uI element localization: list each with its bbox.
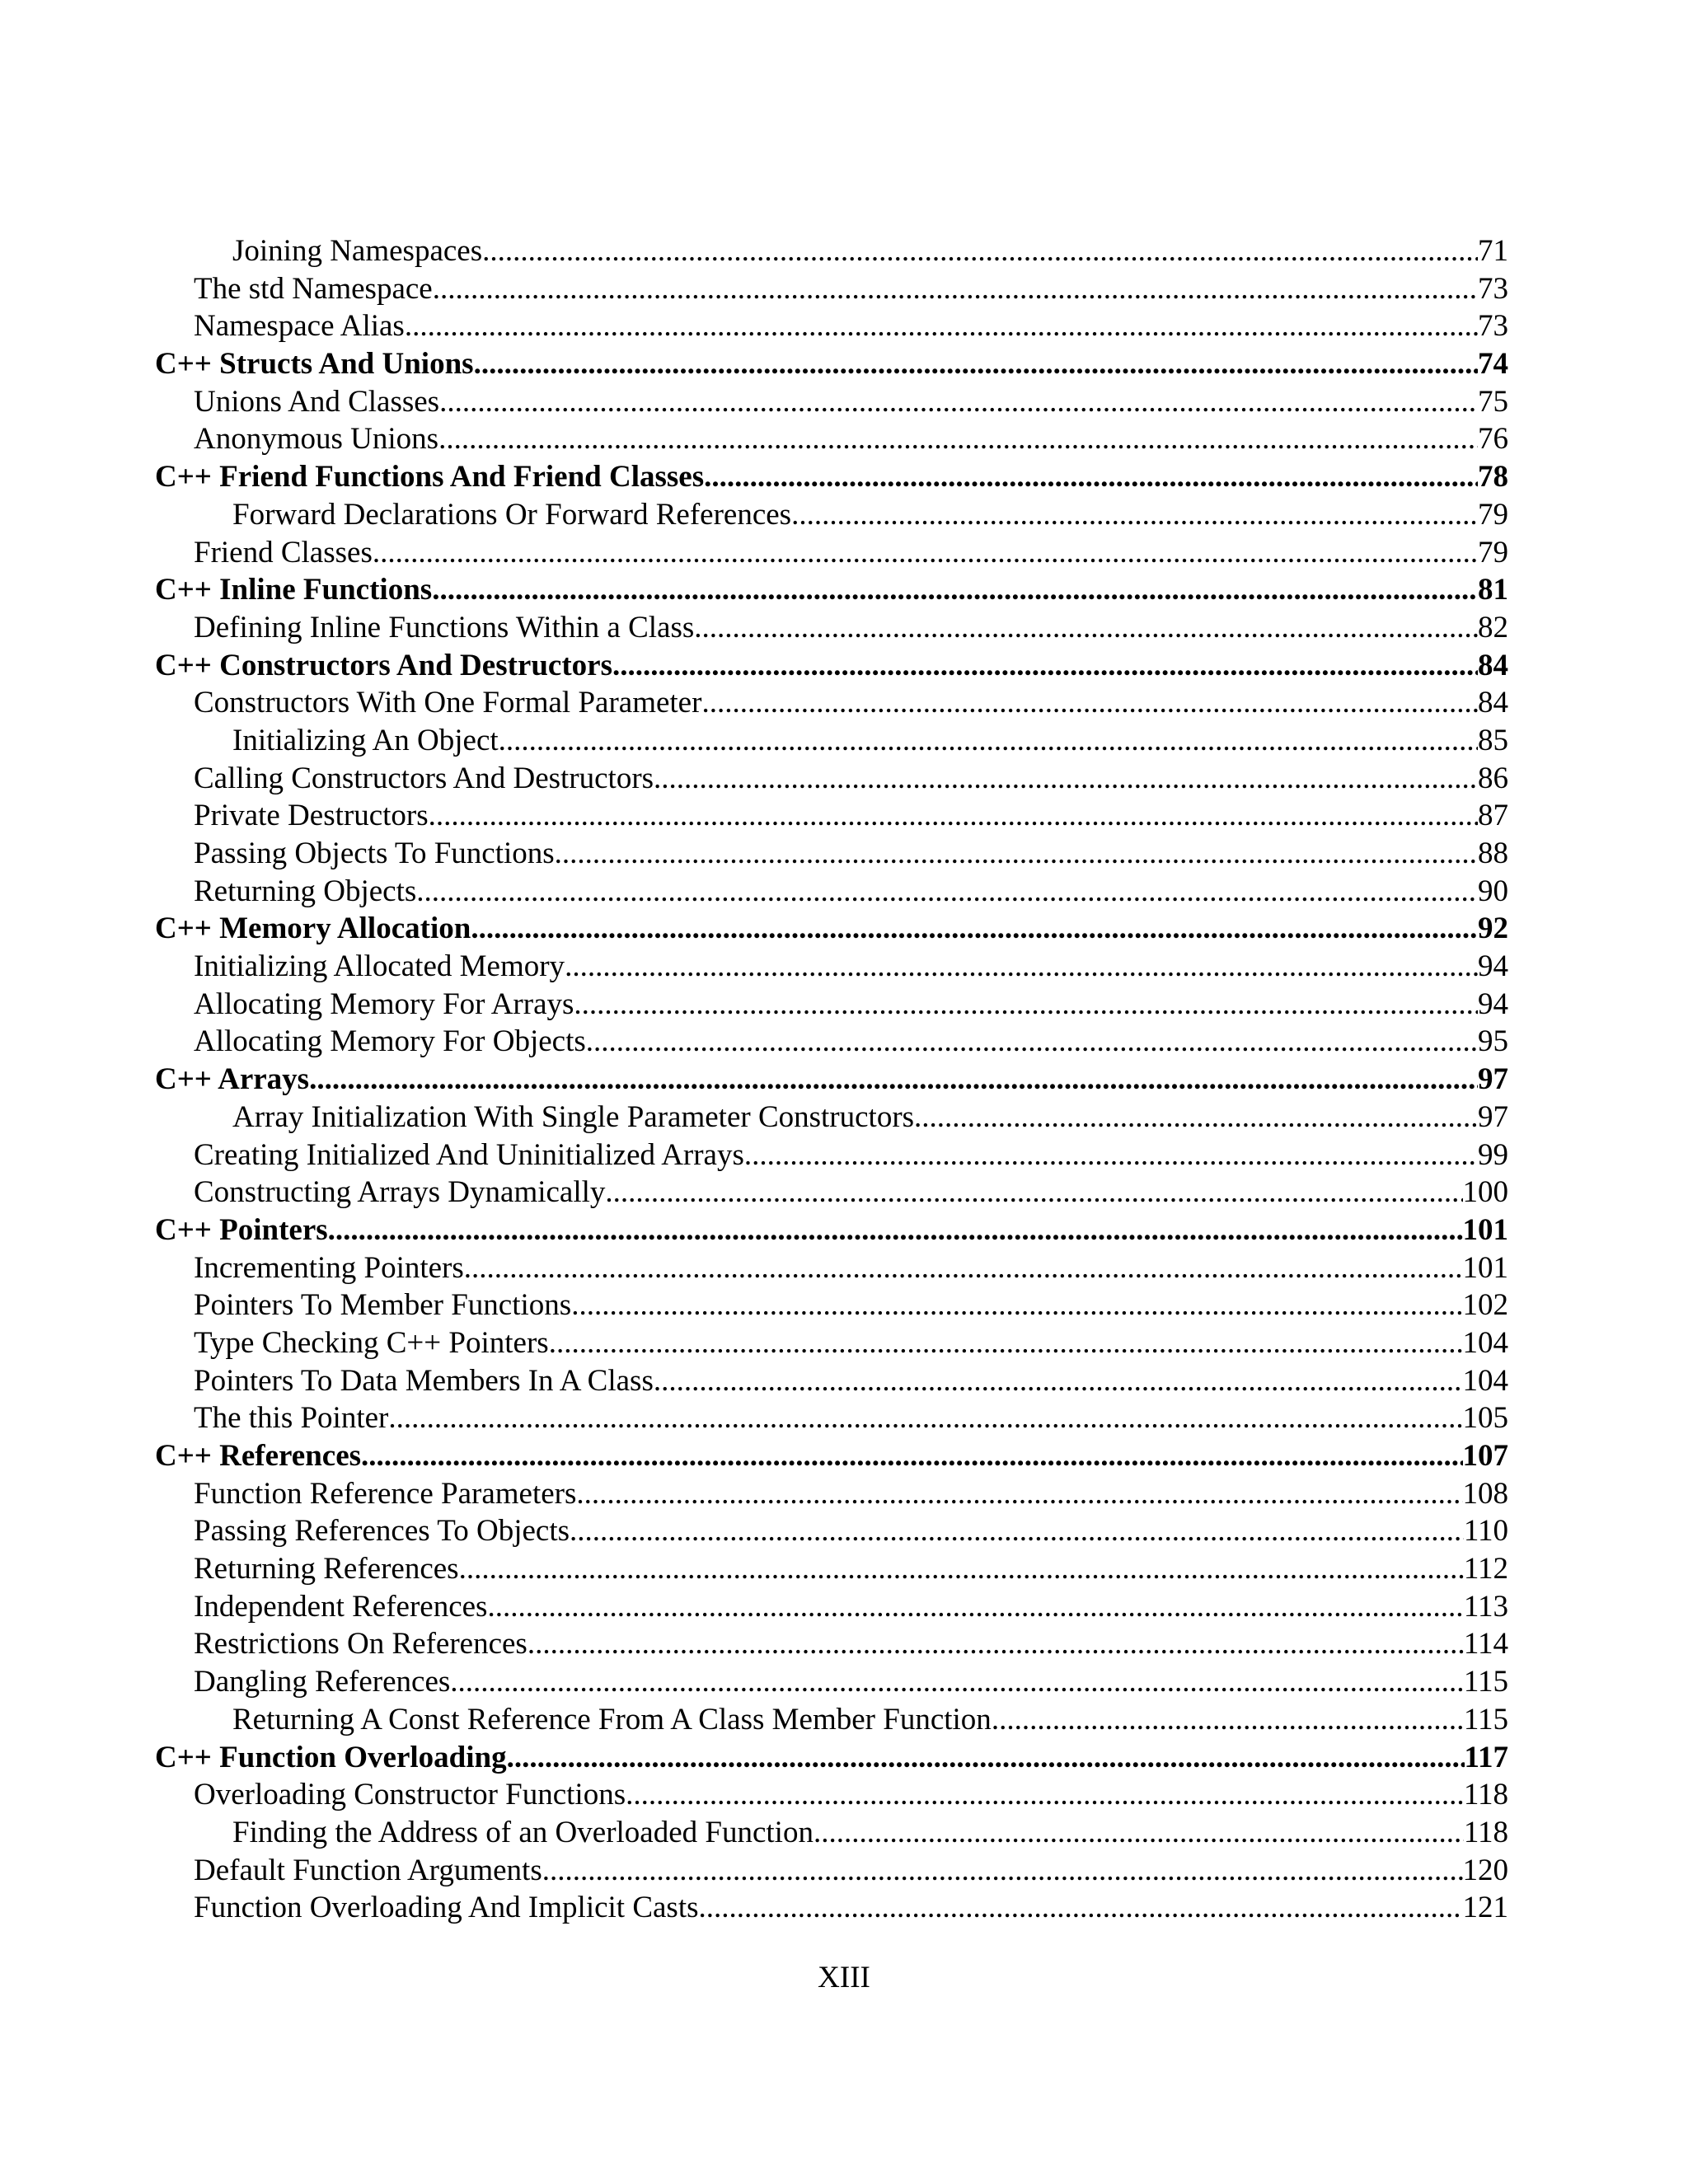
toc-entry-page: 81 — [1478, 573, 1508, 607]
toc-entry-title: Private Destructors — [194, 799, 429, 833]
toc-entry-title: Allocating Memory For Arrays — [194, 987, 574, 1021]
toc-dot-leader — [542, 1852, 1463, 1890]
toc-entry[interactable] — [155, 1588, 1508, 1626]
toc-entry[interactable] — [155, 1324, 1508, 1362]
toc-dot-leader — [464, 1249, 1463, 1287]
toc-entry-title: Type Checking C++ Pointers — [194, 1325, 549, 1360]
toc-dot-leader — [528, 1625, 1464, 1663]
toc-entry-page: 79 — [1478, 497, 1508, 532]
toc-entry-title: Finding the Address of an Overloaded Function — [232, 1815, 814, 1849]
toc-entry-page: 105 — [1462, 1401, 1508, 1436]
toc-dot-leader — [791, 496, 1478, 534]
table-of-contents — [155, 232, 1508, 1927]
toc-entry-page: 101 — [1462, 1212, 1508, 1247]
toc-entry-title: C++ Pointers — [155, 1212, 328, 1247]
toc-entry-page: 88 — [1478, 837, 1508, 870]
toc-entry-page: 76 — [1478, 422, 1508, 457]
toc-entry[interactable] — [155, 1212, 1508, 1249]
toc-entry-title: C++ Inline Functions — [155, 573, 433, 607]
toc-dot-leader — [499, 722, 1478, 760]
toc-entry[interactable] — [155, 609, 1508, 647]
toc-dot-leader — [309, 1061, 1478, 1099]
toc-entry-page: 82 — [1478, 610, 1508, 644]
toc-entry[interactable] — [155, 1475, 1508, 1513]
toc-entry-page: 104 — [1462, 1363, 1508, 1398]
toc-entry[interactable] — [155, 647, 1508, 685]
toc-entry-title: Unions And Classes — [194, 384, 440, 419]
toc-entry[interactable] — [155, 1852, 1508, 1890]
toc-dot-leader — [405, 307, 1478, 345]
toc-dot-leader — [814, 1814, 1464, 1852]
toc-dot-leader — [471, 910, 1478, 948]
toc-entry[interactable] — [155, 1099, 1508, 1137]
toc-dot-leader — [450, 1663, 1464, 1701]
toc-entry-page: 74 — [1478, 347, 1508, 382]
toc-entry-title: Friend Classes — [194, 535, 373, 569]
toc-entry-title: Constructing Arrays Dynamically — [194, 1175, 606, 1210]
toc-dot-leader — [328, 1212, 1463, 1249]
toc-entry-page: 73 — [1478, 271, 1508, 306]
toc-entry[interactable] — [155, 1701, 1508, 1739]
toc-entry-page: 84 — [1478, 686, 1508, 720]
toc-entry-title: Passing References To Objects — [194, 1514, 570, 1549]
toc-entry[interactable] — [155, 1889, 1508, 1927]
toc-entry-title: Joining Namespaces — [232, 234, 483, 268]
toc-dot-leader — [474, 345, 1478, 383]
toc-entry-page: 87 — [1478, 799, 1508, 833]
toc-entry-page: 115 — [1463, 1665, 1508, 1699]
toc-entry-page: 114 — [1463, 1627, 1508, 1661]
toc-dot-leader — [744, 1137, 1478, 1174]
toc-entry-title: Calling Constructors And Destructors — [194, 761, 654, 795]
toc-entry[interactable] — [155, 835, 1508, 873]
toc-entry-title: Returning Objects — [194, 874, 417, 908]
toc-entry[interactable] — [155, 571, 1508, 609]
toc-dot-leader — [576, 1475, 1462, 1513]
toc-entry[interactable] — [155, 232, 1508, 270]
toc-entry-title: C++ Constructors And Destructors — [155, 648, 612, 682]
toc-entry[interactable] — [155, 986, 1508, 1024]
toc-entry[interactable] — [155, 1362, 1508, 1400]
toc-entry-page: 85 — [1478, 723, 1508, 757]
toc-entry-page: 99 — [1478, 1137, 1508, 1172]
toc-entry-title: Allocating Memory For Objects — [194, 1024, 586, 1059]
toc-dot-leader — [914, 1099, 1478, 1137]
page-number: XIII — [818, 1961, 870, 1994]
toc-entry[interactable] — [155, 270, 1508, 308]
toc-dot-leader — [701, 684, 1478, 722]
toc-entry-page: 92 — [1478, 912, 1508, 946]
toc-entry[interactable] — [155, 722, 1508, 760]
toc-dot-leader — [429, 797, 1478, 835]
toc-entry-title: Returning A Const Reference From A Class Member Function — [232, 1702, 992, 1736]
toc-entry-page: 71 — [1478, 234, 1508, 268]
toc-dot-leader — [555, 835, 1478, 873]
toc-dot-leader — [373, 534, 1478, 572]
toc-entry-page: 107 — [1462, 1439, 1508, 1473]
toc-entry-page: 118 — [1463, 1815, 1508, 1849]
toc-entry-page: 94 — [1478, 949, 1508, 984]
toc-entry-page: 102 — [1462, 1288, 1508, 1323]
toc-entry[interactable] — [155, 1663, 1508, 1701]
toc-entry[interactable] — [155, 1286, 1508, 1324]
toc-dot-leader — [416, 873, 1478, 911]
toc-entry[interactable] — [155, 910, 1508, 948]
toc-entry-title: Passing Objects To Functions — [194, 837, 555, 870]
toc-entry-title: Anonymous Unions — [194, 422, 439, 457]
toc-entry-title: Pointers To Data Members In A Class — [194, 1363, 654, 1398]
toc-entry-page: 112 — [1463, 1552, 1508, 1586]
toc-dot-leader — [388, 1399, 1462, 1437]
toc-entry[interactable] — [155, 1061, 1508, 1099]
toc-dot-leader — [433, 270, 1478, 308]
toc-entry-title: The std Namespace — [194, 271, 433, 306]
toc-dot-leader — [605, 1174, 1462, 1212]
toc-entry[interactable] — [155, 1249, 1508, 1287]
toc-entry-title: Incrementing Pointers — [194, 1250, 464, 1285]
toc-entry[interactable] — [155, 307, 1508, 345]
toc-entry-title: C++ Arrays — [155, 1062, 310, 1097]
toc-dot-leader — [612, 647, 1478, 685]
toc-entry-title: Default Function Arguments — [194, 1853, 542, 1887]
toc-dot-leader — [992, 1701, 1464, 1739]
toc-entry-title: C++ References — [155, 1439, 362, 1473]
toc-entry-title: Independent References — [194, 1589, 488, 1624]
toc-dot-leader — [438, 420, 1478, 458]
toc-entry-page: 101 — [1462, 1250, 1508, 1285]
toc-entry-title: Constructors With One Formal Parameter — [194, 686, 702, 720]
toc-entry-page: 113 — [1463, 1589, 1508, 1624]
toc-entry[interactable] — [155, 458, 1508, 496]
toc-dot-leader — [586, 1023, 1478, 1061]
toc-entry-title: Function Reference Parameters — [194, 1476, 577, 1511]
toc-entry-page: 100 — [1462, 1175, 1508, 1210]
toc-entry[interactable] — [155, 1399, 1508, 1437]
toc-entry-title: C++ Function Overloading — [155, 1740, 507, 1774]
toc-entry-page: 104 — [1462, 1325, 1508, 1360]
toc-entry-title: Initializing Allocated Memory — [194, 949, 565, 984]
toc-entry[interactable] — [155, 420, 1508, 458]
toc-entry-title: C++ Structs And Unions — [155, 347, 474, 382]
toc-entry-title: The this Pointer — [194, 1401, 389, 1436]
toc-entry-page: 95 — [1478, 1024, 1508, 1059]
toc-entry[interactable] — [155, 1137, 1508, 1174]
toc-dot-leader — [699, 1889, 1463, 1927]
toc-dot-leader — [432, 571, 1478, 609]
toc-entry[interactable] — [155, 345, 1508, 383]
toc-dot-leader — [549, 1324, 1463, 1362]
toc-entry-title: Forward Declarations Or Forward References — [232, 497, 792, 532]
toc-entry[interactable] — [155, 873, 1508, 911]
toc-entry-title: Initializing An Object — [232, 723, 499, 757]
toc-entry-page: 75 — [1478, 384, 1508, 419]
toc-entry-page: 94 — [1478, 987, 1508, 1021]
toc-entry[interactable] — [155, 1174, 1508, 1212]
toc-entry[interactable] — [155, 760, 1508, 798]
toc-entry-title: Function Overloading And Implicit Casts — [194, 1891, 699, 1925]
toc-entry[interactable] — [155, 1023, 1508, 1061]
toc-entry-page: 121 — [1462, 1891, 1508, 1925]
toc-entry-page: 97 — [1478, 1062, 1508, 1097]
toc-entry[interactable] — [155, 1437, 1508, 1475]
toc-dot-leader — [694, 609, 1478, 647]
toc-entry-page: 86 — [1478, 761, 1508, 795]
toc-entry-page: 110 — [1463, 1514, 1508, 1549]
toc-entry-page: 90 — [1478, 874, 1508, 908]
toc-entry-page: 84 — [1478, 648, 1508, 682]
toc-entry-page: 73 — [1478, 309, 1508, 344]
toc-entry[interactable] — [155, 797, 1508, 835]
toc-entry[interactable] — [155, 1512, 1508, 1550]
toc-dot-leader — [361, 1437, 1462, 1475]
toc-entry-title: Namespace Alias — [194, 309, 405, 344]
toc-dot-leader — [482, 232, 1478, 270]
toc-entry[interactable] — [155, 1625, 1508, 1663]
toc-entry-page: 118 — [1463, 1778, 1508, 1812]
toc-entry-title: Pointers To Member Functions — [194, 1288, 572, 1323]
toc-dot-leader — [439, 383, 1478, 421]
toc-entry[interactable] — [155, 1814, 1508, 1852]
toc-entry-page: 78 — [1478, 460, 1508, 494]
toc-entry[interactable] — [155, 383, 1508, 421]
toc-dot-leader — [507, 1739, 1465, 1777]
toc-entry-title: Overloading Constructor Functions — [194, 1778, 626, 1812]
toc-entry[interactable] — [155, 948, 1508, 986]
toc-entry[interactable] — [155, 1776, 1508, 1814]
toc-dot-leader — [570, 1512, 1464, 1550]
toc-entry-page: 108 — [1462, 1476, 1508, 1511]
toc-entry-title: C++ Memory Allocation — [155, 912, 471, 946]
toc-entry-page: 117 — [1464, 1740, 1508, 1774]
toc-dot-leader — [626, 1776, 1464, 1814]
toc-dot-leader — [704, 458, 1478, 496]
toc-dot-leader — [574, 986, 1478, 1024]
toc-entry-title: Returning References — [194, 1552, 459, 1586]
toc-entry-title: Defining Inline Functions Within a Class — [194, 610, 695, 644]
toc-entry-page: 97 — [1478, 1099, 1508, 1134]
toc-entry-title: C++ Friend Functions And Friend Classes — [155, 460, 705, 494]
toc-entry-title: Array Initialization With Single Parameter Constructors — [232, 1099, 915, 1134]
toc-dot-leader — [654, 1362, 1463, 1400]
toc-entry-page: 115 — [1463, 1702, 1508, 1736]
toc-entry-title: Creating Initialized And Uninitialized Arrays — [194, 1137, 744, 1172]
toc-entry-page: 120 — [1462, 1853, 1508, 1887]
toc-entry[interactable] — [155, 684, 1508, 722]
toc-entry[interactable] — [155, 1550, 1508, 1588]
toc-dot-leader — [487, 1588, 1463, 1626]
toc-dot-leader — [654, 760, 1478, 798]
toc-dot-leader — [571, 1286, 1462, 1324]
toc-dot-leader — [565, 948, 1478, 986]
toc-entry-title: Restrictions On References — [194, 1627, 528, 1661]
toc-entry[interactable] — [155, 534, 1508, 572]
toc-entry-title: Dangling References — [194, 1665, 451, 1699]
toc-entry[interactable] — [155, 1739, 1508, 1777]
toc-entry-page: 79 — [1478, 535, 1508, 569]
toc-entry[interactable] — [155, 496, 1508, 534]
toc-dot-leader — [459, 1550, 1464, 1588]
